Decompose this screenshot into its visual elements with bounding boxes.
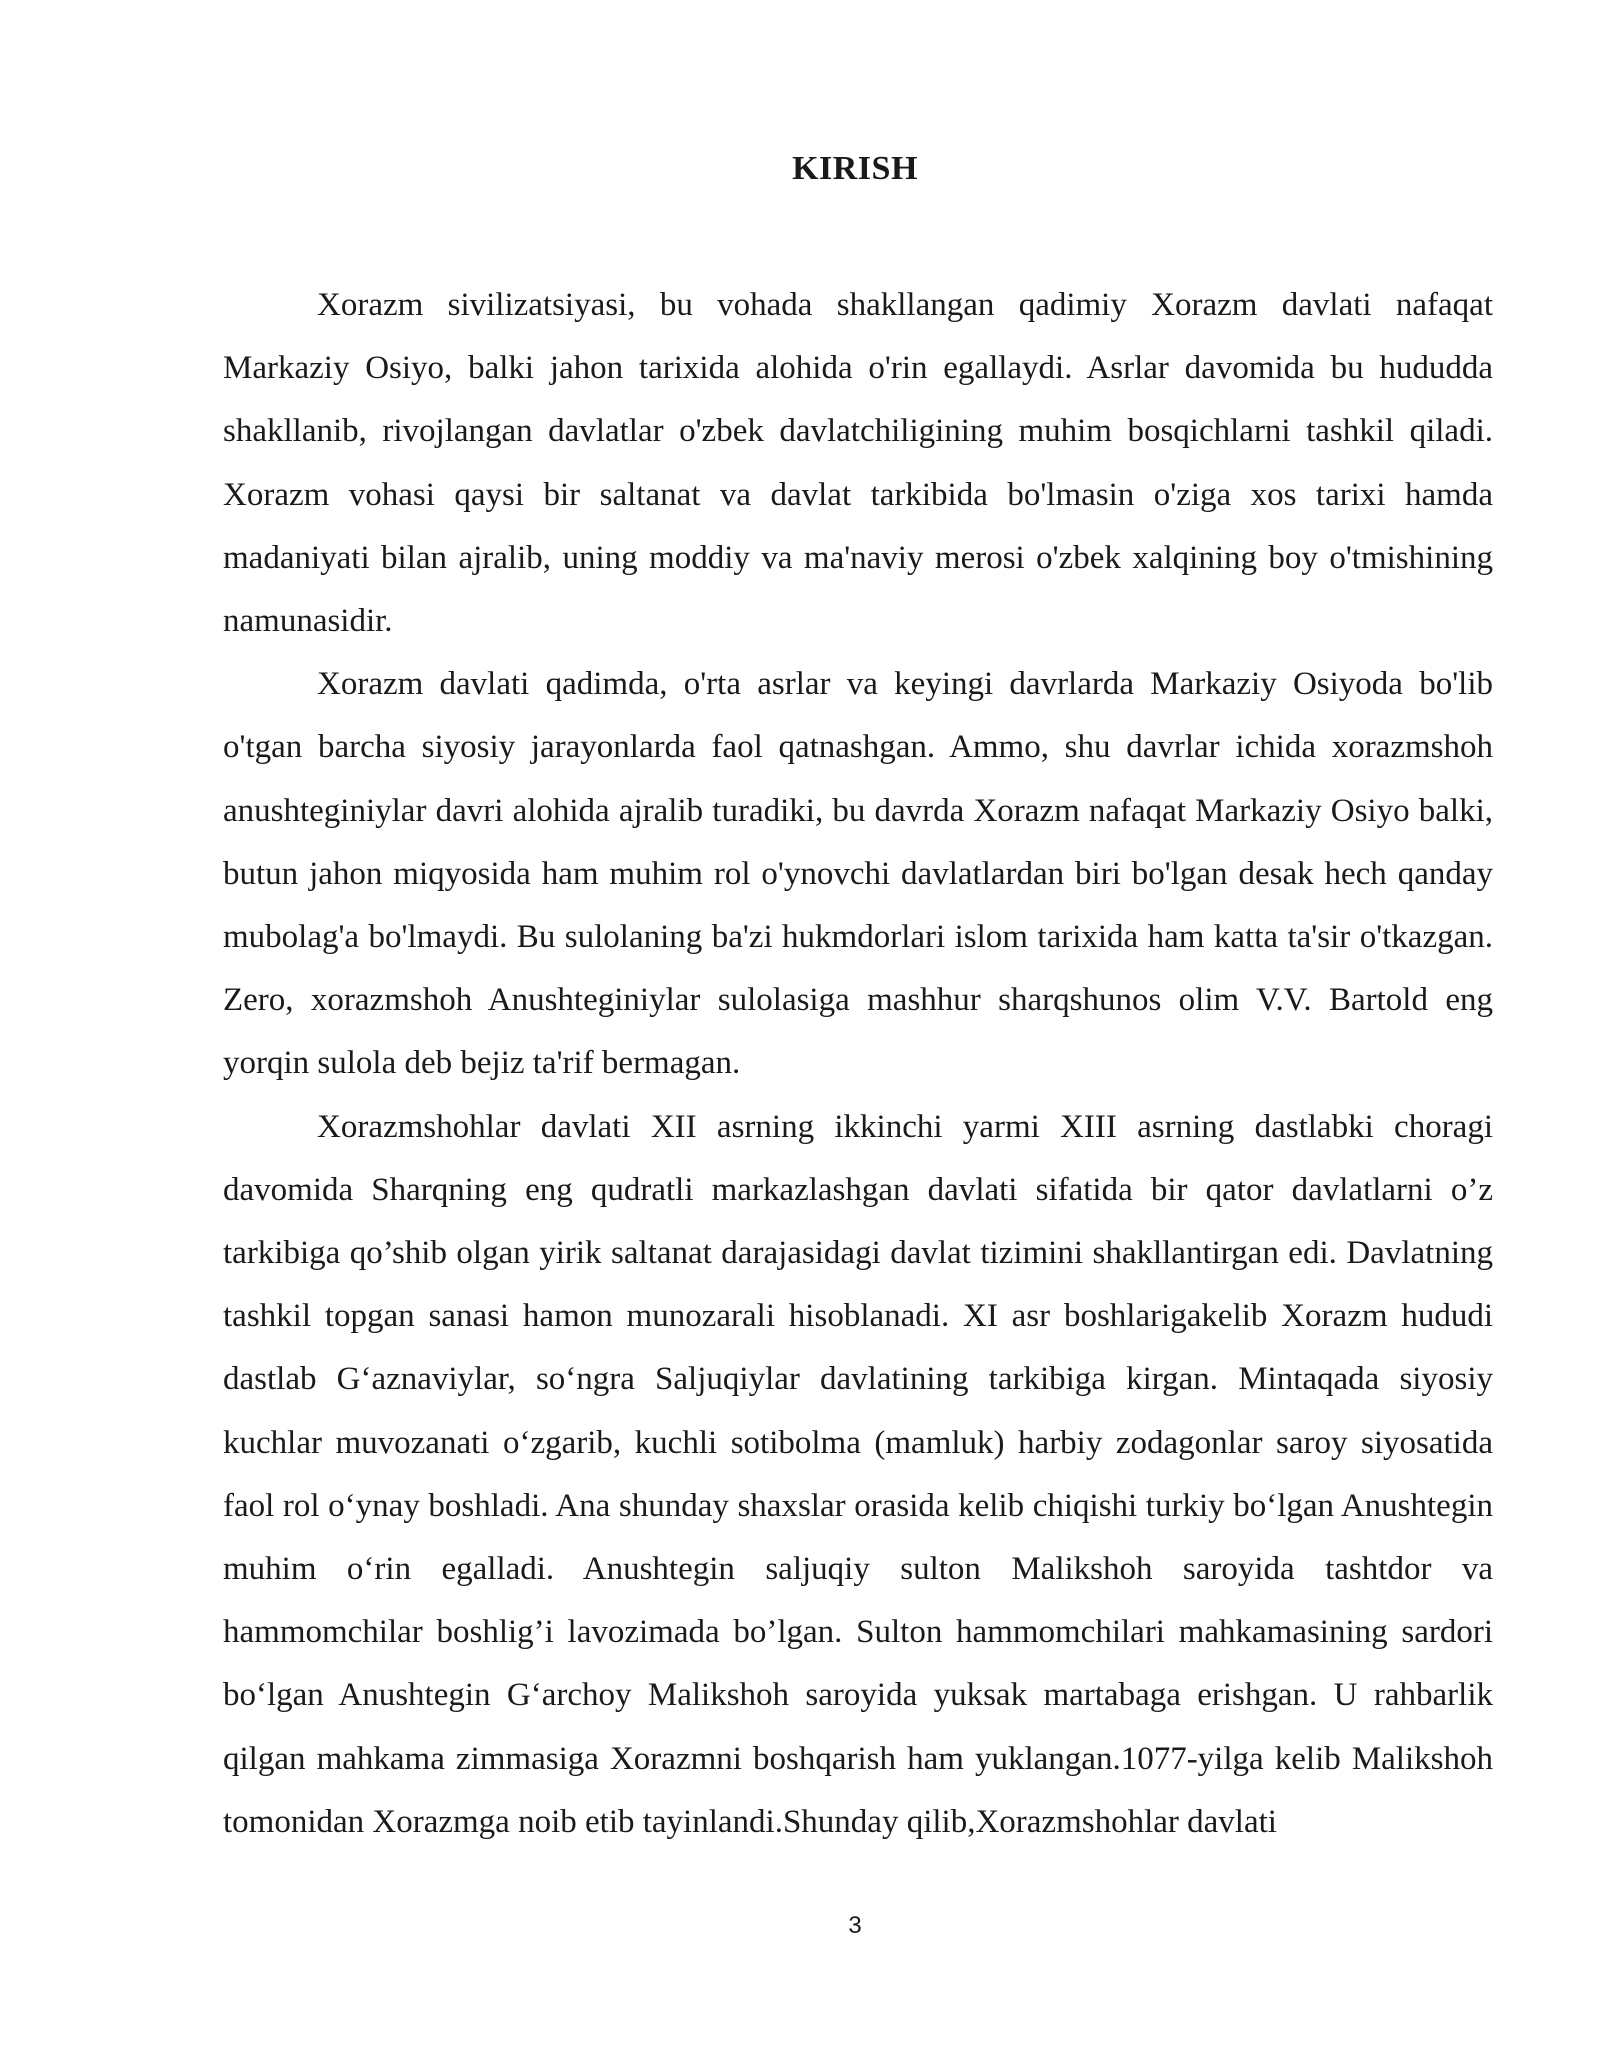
paragraph-3: Xorazmshohlar davlati XII asrning ikkinchi yarmi XIII asrning dastlabki choragi davomida Sharqning eng qudratli markazlashgan davlati sifatida bir qator davlatlarni o’z tarkibiga qo’shib olgan yirik saltanat darajasidagi davlat tizimini shakllantirgan edi. Davlatning tashkil topgan sanasi hamon munozarali hisoblanadi. XI asr boshlarigakelib Xorazm hududi dastlab G‘aznaviylar, so‘ngra Saljuqiylar davlatining tarkibiga kirgan. Mintaqada siyosiy kuchlar muvozanati o‘zgarib, kuchli sotibolma (mamluk) harbiy zodagonlar saroy siyosatida faol rol o‘ynay boshladi. Ana shunday shaxslar orasida kelib chiqishi turkiy bo‘lgan Anushtegin muhim o‘rin egalladi. Anushtegin saljuqiy sulton Malikshoh saroyida tashtdor va hammomchilar boshlig’i lavozimada bo’lgan. Sulton hammomchilari mahkamasining sardori bo‘lgan Anushtegin G‘archoy Malikshoh saroyida yuksak martabaga erishgan. U rahbarlik qilgan mahkama zimmasiga Xorazmni boshqarish ham yuklangan.1077-yilga kelib Malikshoh tomonidan Xorazmga noib etib tayinlandi.Shunday qilib,Xorazmshohlar davlati [223, 1108, 1493, 1840]
page-title: KIRISH [792, 150, 918, 187]
paragraph-2: Xorazm davlati qadimda, o'rta asrlar va keyingi davrlarda Markaziy Osiyoda bo'lib o'tgan barcha siyosiy jarayonlarda faol qatnashgan. Ammo, shu davrlar ichida xorazmshoh anushteginiylar davri alohida ajralib turadiki, bu davrda Xorazm nafaqat Markaziy Osiyo balki, butun jahon miqyosida ham muhim rol o'ynovchi davlatlardan biri bo'lgan desak hech qanday mubolag'a bo'lmaydi. Bu sulolaning ba'zi hukmdorlari islom tarixida ham katta ta'sir o'tkazgan. Zero, xorazmshoh Anushteginiylar sulolasiga mashhur sharqshunos olim V.V. Bartold eng yorqin sulola deb bejiz ta'rif bermagan. [223, 666, 1493, 1082]
document-body [223, 274, 1493, 1854]
paragraph-1: Xorazm sivilizatsiyasi, bu vohada shakllangan qadimiy Xorazm davlati nafaqat Markaziy Osiyo, balki jahon tarixida alohida o'rin egallaydi. Asrlar davomida bu hududda shakllanib, rivojlangan davlatlar o'zbek davlatchiligining muhim bosqichlarni tashkil qiladi. Xorazm vohasi qaysi bir saltanat va davlat tarkibida bo'lmasin o'ziga xos tarixi hamda madaniyati bilan ajralib, uning moddiy va ma'naviy merosi o'zbek xalqining boy o'tmishining namunasidir. [223, 287, 1493, 640]
page-number: 3 [848, 1912, 862, 1939]
